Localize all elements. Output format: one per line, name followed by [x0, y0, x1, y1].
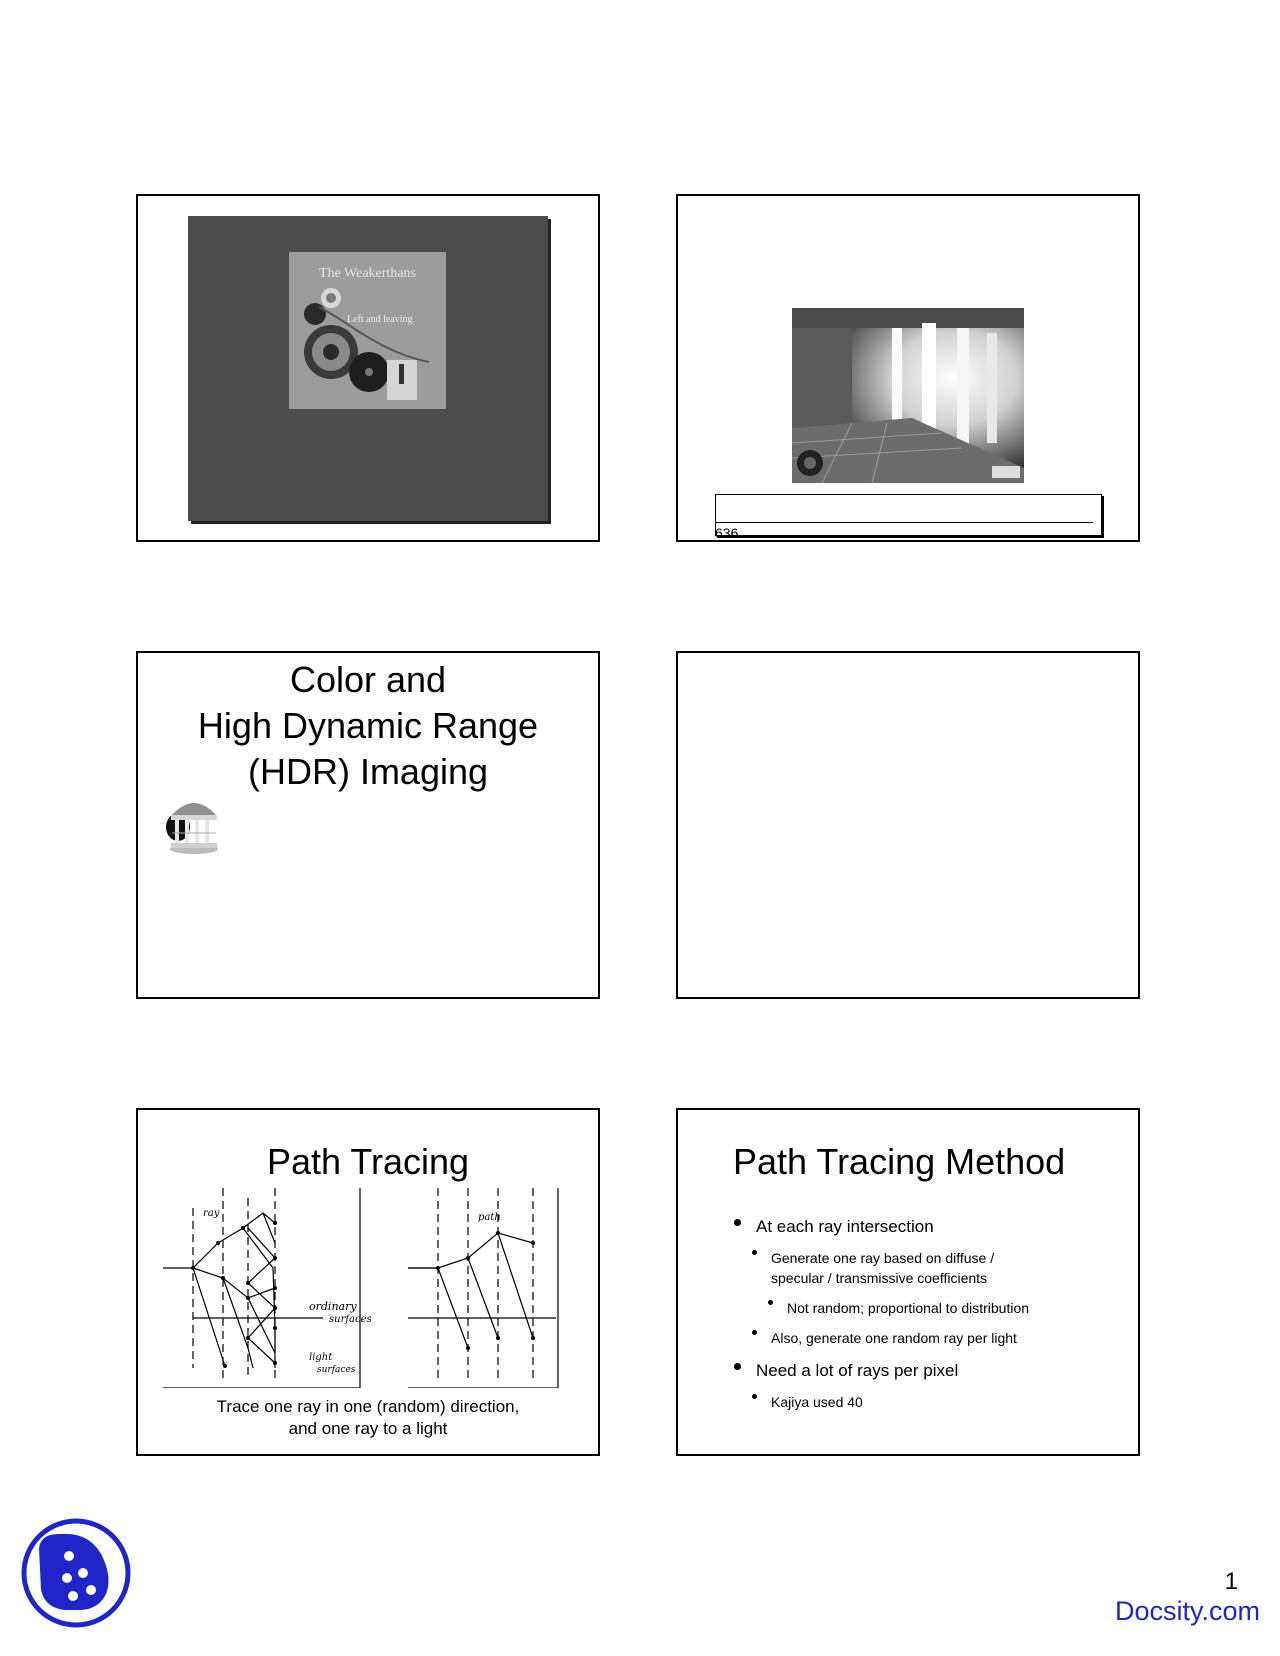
bullet-dot-icon	[734, 1363, 741, 1370]
sketch-label-ordinary: ordinary	[309, 1300, 357, 1313]
bullet-text-continued: specular / transmissive coefficients	[771, 1270, 988, 1286]
bullet-text: Generate one ray based on diffuse /	[771, 1250, 995, 1266]
album-cover-image	[289, 252, 446, 409]
bullet-level-2	[752, 1248, 994, 1288]
bullet-text: Kajiya used 40	[771, 1394, 863, 1410]
slide-album-cover	[136, 194, 600, 542]
slide-title: Path Tracing Method	[733, 1141, 1066, 1182]
bullet-level-1	[734, 1360, 958, 1382]
game-screenshot-image	[792, 308, 1024, 483]
docsity-logo-icon[interactable]	[21, 1518, 131, 1628]
album-title: The Weakerthans	[319, 266, 416, 281]
caption-bar-text: 636	[715, 525, 739, 541]
sketch-label-path: path	[478, 1212, 501, 1223]
bullet-dot-icon	[752, 1394, 757, 1399]
bullet-dot-icon	[734, 1219, 741, 1226]
slide-path-tracing	[136, 1108, 600, 1456]
page-number: 1	[1224, 1568, 1238, 1595]
slide-title: Path Tracing	[266, 1141, 470, 1182]
path-tracing-sketch-right	[408, 1188, 560, 1388]
caption-bar-line	[716, 522, 1093, 523]
bullet-level-1	[734, 1216, 934, 1238]
title-line-2: High Dynamic Range	[197, 705, 539, 746]
bullet-dot-icon	[768, 1300, 773, 1305]
slide-blank	[676, 651, 1140, 999]
bullet-dot-icon	[752, 1330, 757, 1335]
bullet-text: At each ray intersection	[756, 1217, 934, 1236]
album-panel	[188, 216, 548, 521]
bullet-text: Need a lot of rays per pixel	[756, 1361, 959, 1380]
bullet-text: Also, generate one random ray per light	[771, 1330, 1017, 1346]
bullet-text: Not random; proportional to distribution	[787, 1300, 1030, 1316]
slide-caption	[138, 1396, 598, 1440]
sketch-label-surfaces: surfaces	[329, 1314, 372, 1325]
title-line-1: Color and	[289, 659, 447, 700]
bullet-level-2	[752, 1328, 1017, 1348]
bullet-dot-icon	[752, 1250, 757, 1255]
sketch-label-light-surfaces: surfaces	[317, 1365, 356, 1375]
slide-path-tracing-method	[676, 1108, 1140, 1456]
caption-line-1: Trace one ray in one (random) direction,	[216, 1397, 520, 1416]
sketch-label-light: light	[309, 1352, 333, 1363]
caption-line-2: and one ray to a light	[288, 1419, 448, 1438]
path-tracing-sketch-left	[163, 1188, 373, 1388]
album-subtitle: Left and leaving	[347, 314, 413, 325]
bullet-level-3	[768, 1298, 1029, 1318]
slide-game-screenshot	[676, 194, 1140, 542]
title-line-3: (HDR) Imaging	[247, 751, 489, 792]
sketch-label-ray: ray	[203, 1208, 220, 1219]
docsity-brand-link[interactable]: Docsity.com	[1114, 1596, 1260, 1626]
old-well-icon	[164, 793, 220, 855]
slide-title-hdr	[136, 651, 600, 999]
slide-title	[138, 657, 598, 795]
bullet-level-2	[752, 1392, 863, 1412]
caption-bar	[715, 494, 1102, 536]
